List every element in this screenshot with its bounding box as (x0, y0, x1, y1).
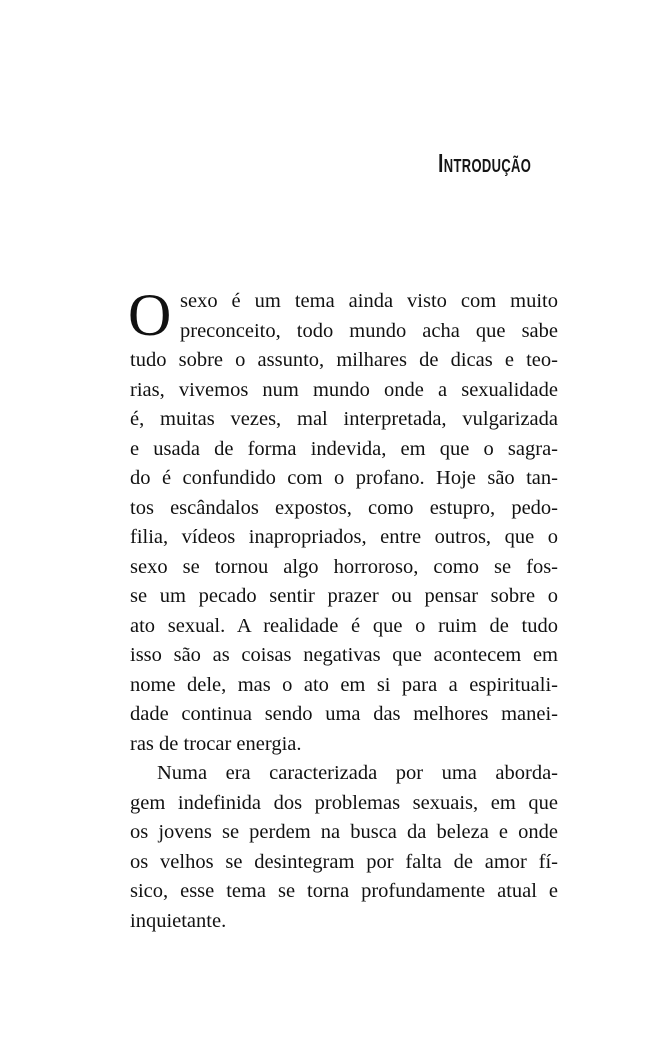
text-line: Numa era caracterizada por uma aborda- (157, 762, 558, 784)
body-text (128, 282, 558, 936)
drop-cap: O (128, 282, 172, 348)
text-line: inquietante. (130, 909, 227, 932)
text-line: ato sexual. A realidade é que o ruim de tudo (130, 614, 558, 637)
text-line: os jovens se perdem na busca da beleza e onde (130, 821, 558, 843)
text-line: sico, esse tema se torna profundamente atual e (130, 880, 558, 902)
text-line: isso são as coisas negativas que acontecem em (130, 644, 558, 666)
text-line: é, muitas vezes, mal interpretada, vulgarizada (130, 408, 558, 430)
text-line: preconceito, todo mundo acha que sabe (180, 319, 558, 342)
chapter-title: Introdução (437, 148, 531, 178)
text-line: se um pecado sentir prazer ou pensar sobre o (130, 585, 558, 607)
text-line: nome dele, mas o ato em si para a espirituali- (130, 673, 558, 696)
text-line: gem indefinida dos problemas sexuais, em que (130, 791, 558, 814)
text-line: filia, vídeos inapropriados, entre outros, que o (130, 526, 558, 548)
text-line: e usada de forma indevida, em que o sagra- (130, 437, 558, 460)
text-line: ras de trocar energia. (130, 732, 302, 755)
text-line: rias, vivemos num mundo onde a sexualidade (130, 378, 558, 401)
text-line: tudo sobre o assunto, milhares de dicas e teo- (130, 349, 558, 371)
text-line: dade continua sendo uma das melhores manei- (130, 703, 558, 725)
text-line: do é confundido com o profano. Hoje são tan- (130, 467, 558, 489)
text-line: os velhos se desintegram por falta de amor fí- (130, 850, 558, 873)
text-line: sexo se tornou algo horroroso, como se fos- (130, 555, 558, 578)
text-line: sexo é um tema ainda visto com muito (180, 290, 558, 312)
text-line: tos escândalos expostos, como estupro, pedo- (130, 496, 558, 519)
